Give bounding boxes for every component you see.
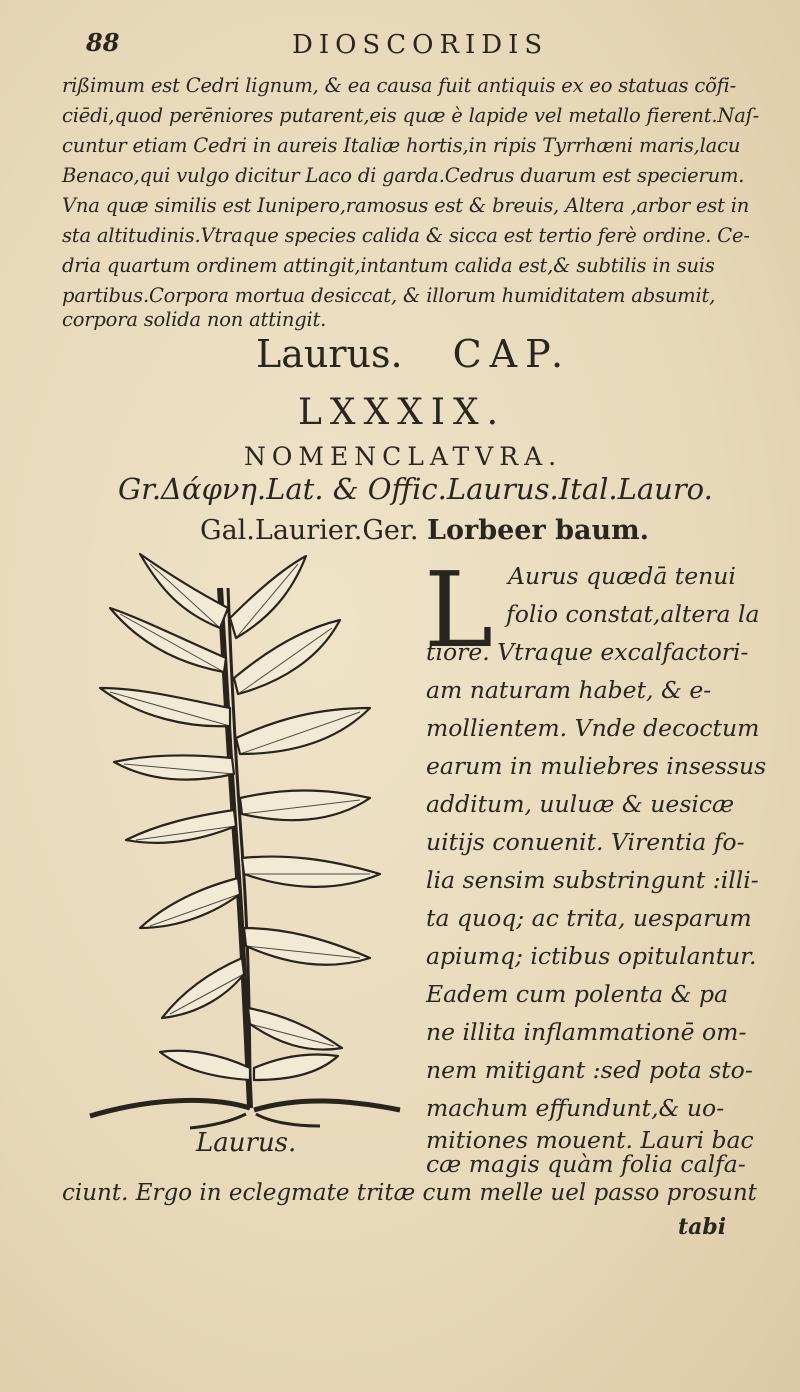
- chapter-title: Laurus.: [256, 332, 403, 376]
- folio-number: 88: [86, 28, 120, 57]
- column-line: am naturam habet, & e-: [426, 676, 712, 704]
- laurel-woodcut-illustration: [70, 548, 430, 1130]
- text-line: Vna quæ similis est Iunipero,ramosus est & breuis, Altera ,arbor est in: [62, 194, 750, 217]
- names-line-2: [200, 515, 649, 546]
- drop-cap: L: [424, 549, 494, 671]
- column-line: ne illita inflammationē om-: [426, 1018, 747, 1046]
- text-line: rißimum est Cedri lignum, & ea causa fuit antiquis ex eo statuas cõfi-: [62, 74, 737, 97]
- column-line: uitijs conuenit. Virentia fo-: [426, 828, 745, 856]
- column-line: nem mitigant :sed pota sto-: [426, 1056, 753, 1084]
- column-line: tiore. Vtraque excalfactori-: [426, 638, 749, 666]
- text-line: ciunt. Ergo in eclegmate tritæ cum melle uel passo prosunt: [62, 1180, 757, 1206]
- column-line: ta quoq; ac trita, uesparum: [426, 904, 752, 932]
- text-line: cuntur etiam Cedri in aureis Italiæ hortis,in ripis Tyrrhæni maris,lacu: [62, 134, 741, 157]
- names-line-1: Gr.Δάφνη.Lat. & Offic.Laurus.Ital.Lauro.: [118, 472, 713, 506]
- column-line: machum effundunt,& uo-: [426, 1094, 725, 1122]
- column-line: apiumq; ictibus opitulantur.: [426, 942, 757, 970]
- nomenclature-heading: NOMENCLATVRA.: [244, 442, 563, 471]
- running-head: DIOSCORIDIS: [292, 30, 549, 60]
- chapter-cap-label: CAP.: [452, 332, 572, 376]
- column-line: Eadem cum polenta & pa: [426, 980, 729, 1008]
- chapter-heading: [256, 332, 571, 376]
- text-line: corpora solida non attingit.: [62, 308, 327, 331]
- text-line: sta altitudinis.Vtraque species calida & sicca est tertio ferè ordine. Ce-: [62, 224, 750, 247]
- text-line: dria quartum ordinem attingit,intantum calida est,& subtilis in suis: [62, 254, 715, 277]
- catchword: tabi: [678, 1214, 727, 1240]
- chapter-number: LXXXIX.: [298, 392, 507, 433]
- column-line: mollientem. Vnde decoctum: [426, 714, 760, 742]
- column-line: mitiones mouent. Lauri bac: [426, 1126, 754, 1154]
- names-line-2-latin: Gal.Laurier.Ger.: [200, 515, 419, 546]
- figure-caption: Laurus.: [196, 1128, 297, 1158]
- names-line-2-german: Lorbeer baum.: [427, 515, 650, 546]
- text-line: ciēdi,quod perēniores putarent,eis quæ è lapide vel metallo fierent.Naſ-: [62, 104, 760, 127]
- column-line: folio constat,altera la: [506, 600, 760, 628]
- column-line: additum, uuluæ & uesicæ: [426, 790, 735, 818]
- column-line: earum in muliebres insessus: [426, 752, 767, 780]
- column-line: lia sensim substringunt :illi-: [426, 866, 759, 894]
- column-line: Aurus quædā tenui: [508, 562, 736, 590]
- text-line: partibus.Corpora mortua desiccat, & illorum humiditatem absumit,: [62, 284, 716, 307]
- text-line: Benaco,qui vulgo dicitur Laco di garda.Cedrus duarum est specierum.: [62, 164, 745, 187]
- column-line: cæ magis quàm folia calfa-: [426, 1150, 746, 1178]
